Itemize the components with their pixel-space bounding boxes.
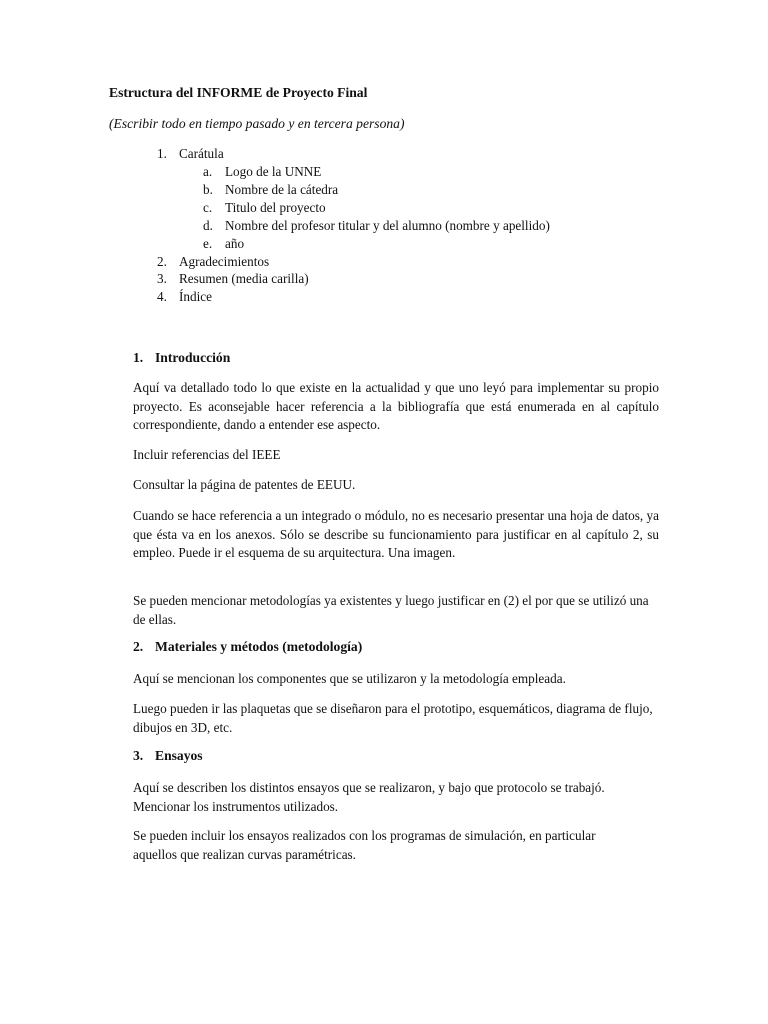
outline-item-number: 3. (157, 271, 167, 286)
outline-item-caratula (157, 146, 224, 162)
paragraph: Luego pueden ir las plaquetas que se diseñaron para el prototipo, esquemáticos, diagrama de flujo, dibujos en 3D, etc. (133, 701, 653, 735)
paragraph: Aquí se describen los distintos ensayos que se realizaron, y bajo que protocolo se trabajó. Mencionar los instrumentos utilizados. (133, 780, 605, 814)
outline-subitem-letter: e. (203, 236, 213, 251)
outline-item-number: 2. (157, 254, 167, 269)
paragraph: Incluir referencias del IEEE (133, 447, 281, 462)
outline-item-label: Índice (179, 289, 212, 304)
document-title: Estructura del INFORME de Proyecto Final (109, 85, 368, 100)
section-title: Ensayos (155, 748, 203, 763)
section-heading-introduccion (133, 350, 230, 366)
paragraph: Aquí se mencionan los componentes que se utilizaron y la metodología empleada. (133, 671, 566, 686)
outline-item-number: 4. (157, 289, 167, 304)
section-number: 3. (133, 748, 144, 763)
outline-subitem-anio (203, 236, 244, 252)
outline-subitem-label: Titulo del proyecto (225, 200, 326, 215)
paragraph: Cuando se hace referencia a un integrado o módulo, no es necesario presentar una hoja de datos, ya que ésta va en los anexos. Sólo se describe su funcionamiento para justificar en al capítulo 2, su empleo. Puede ir el esquema de su arquitectura. Una imagen. (133, 508, 659, 561)
outline-item-resumen (157, 271, 309, 287)
document-subtitle: (Escribir todo en tiempo pasado y en tercera persona) (109, 116, 405, 131)
paragraph: Se pueden mencionar metodologías ya existentes y luego justificar en (2) el por que se utilizó una de ellas. (133, 593, 649, 627)
outline-subitem-letter: d. (203, 218, 213, 233)
outline-item-agradecimientos (157, 254, 269, 270)
paragraph: Consultar la página de patentes de EEUU. (133, 477, 356, 492)
outline-subitem-letter: b. (203, 182, 213, 197)
outline-subitem-titulo (203, 200, 326, 216)
section-heading-ensayos (133, 748, 203, 764)
outline-subitem-catedra (203, 182, 338, 198)
outline-item-number: 1. (157, 146, 167, 161)
section-title: Materiales y métodos (metodología) (155, 639, 363, 654)
section-heading-materiales (133, 639, 362, 655)
outline-subitem-profesor (203, 218, 550, 234)
section-number: 2. (133, 639, 144, 654)
outline-subitem-label: Nombre del profesor titular y del alumno (nombre y apellido) (225, 218, 550, 233)
outline-item-label: Carátula (179, 146, 224, 161)
outline-subitem-label: Nombre de la cátedra (225, 182, 339, 197)
outline-subitem-label: año (225, 236, 245, 251)
outline-subitem-label: Logo de la UNNE (225, 164, 322, 179)
outline-subitem-logo (203, 164, 321, 180)
paragraph: Aquí va detallado todo lo que existe en la actualidad y que uno leyó para implementar su propio proyecto. Es aconsejable hacer referencia a la bibliografía que está enumerada en al capítulo correspondiente, dando a entender ese aspecto. (133, 380, 659, 433)
outline-item-label: Agradecimientos (179, 254, 270, 269)
outline-item-indice (157, 289, 212, 305)
outline-subitem-letter: c. (203, 200, 213, 215)
section-title: Introducción (155, 350, 231, 365)
section-number: 1. (133, 350, 144, 365)
outline-subitem-letter: a. (203, 164, 213, 179)
outline-item-label: Resumen (media carilla) (179, 271, 309, 286)
paragraph: Se pueden incluir los ensayos realizados con los programas de simulación, en particular aquellos que realizan curvas paramétricas. (133, 828, 596, 862)
